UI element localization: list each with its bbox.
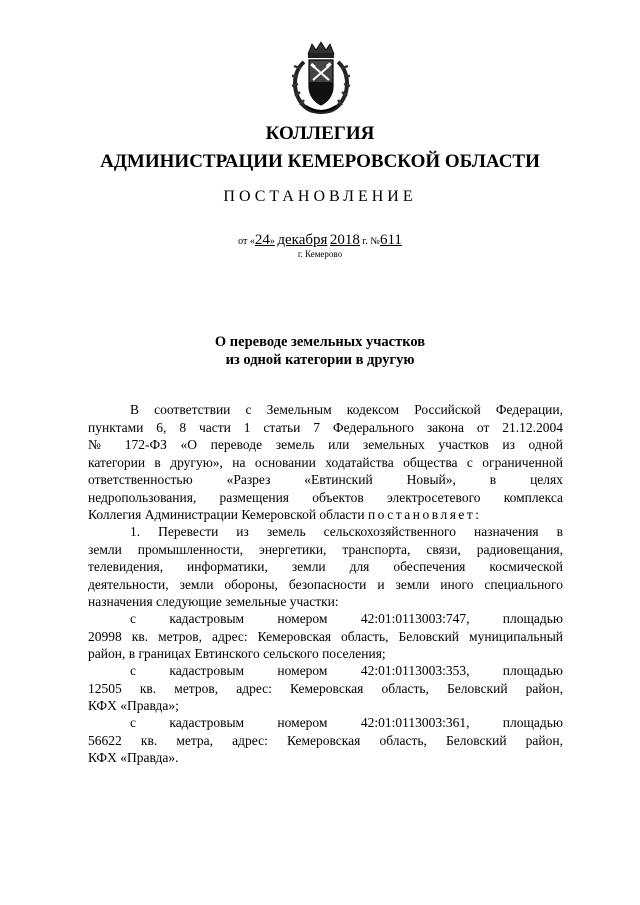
document-type: ПОСТАНОВЛЕНИЕ (223, 188, 417, 205)
text-line: 1. Перевести из земель сельскохозяйственного назначения в (130, 524, 563, 539)
text-line: недропользования, размещения объектов электросетевого комплекса (88, 489, 563, 505)
decree-word: постановляет: (367, 507, 482, 522)
org-title-line2: АДМИНИСТРАЦИИ КЕМЕРОВСКОЙ ОБЛАСТИ (100, 151, 540, 172)
text-line: телевидения, информатики, земли для обеспечения космической (88, 559, 563, 574)
text-line: пунктами 6, 8 части 1 статьи 7 Федерального закона от 21.12.2004 (88, 419, 563, 435)
text-line: с кадастровым номером 42:01:0113003:353, площадью (130, 663, 563, 678)
text-line: 20998 кв. метров, адрес: Кемеровская область, Беловский муниципальный (88, 628, 563, 644)
text-line: 12505 кв. метров, адрес: Кемеровская область, Беловский район, (88, 680, 563, 696)
text-line: № 172-ФЗ «О переводе земель или земельных участков из одной (88, 437, 563, 452)
text-line: с кадастровым номером 42:01:0113003:747, площадью (130, 611, 563, 626)
date-line (0, 233, 640, 249)
doc-title-line2: из одной категории в другую (225, 352, 415, 368)
text-line: земли промышленности, энергетики, транспорта, связи, радиовещания, (88, 541, 563, 557)
text-line: КФХ «Правда». (88, 750, 179, 765)
text-line: КФХ «Правда»; (88, 698, 179, 713)
date-year-suffix: г. (362, 236, 368, 247)
coat-of-arms-emblem (290, 40, 352, 116)
text-line: назначения следующие земельные участки: (88, 594, 339, 609)
text-fragment: Коллегия Администрации Кемеровской области (88, 507, 365, 522)
document-number: 611 (379, 232, 402, 248)
number-sign: № (370, 236, 380, 247)
text-line: В соответствии с Земельным кодексом Российской Федерации, (130, 402, 563, 417)
text-line (88, 506, 563, 524)
paragraph-plot-361 (88, 714, 563, 767)
date-prefix: от « (238, 236, 255, 247)
paragraph-preamble (88, 401, 563, 524)
doc-title-line1: О переводе земельных участков (214, 334, 426, 350)
date-year: 2018 (329, 232, 360, 248)
org-title-line1: КОЛЛЕГИЯ (265, 123, 375, 144)
text-line: 56622 кв. метра, адрес: Кемеровская область, Беловский район, (88, 732, 563, 748)
paragraph-plot-353 (88, 662, 563, 715)
text-line: деятельности, земли обороны, безопасности и земли иного специального (88, 576, 563, 592)
paragraph-plot-747 (88, 610, 563, 663)
city: г. Кемерово (297, 249, 343, 259)
date-close-quote: » (269, 236, 275, 247)
text-line: с кадастровым номером 42:01:0113003:361, площадью (130, 715, 563, 730)
text-line: категории в другую», на основании ходатайства общества с ограниченной (88, 454, 563, 470)
text-line: район, в границах Евтинского сельского поселения; (88, 646, 386, 661)
paragraph-item-1 (88, 523, 563, 611)
date-day: 24 (254, 232, 270, 248)
text-line: ответственностью «Разрез «Евтинский Новый», в целях (88, 472, 563, 487)
date-month: декабря (277, 232, 328, 248)
